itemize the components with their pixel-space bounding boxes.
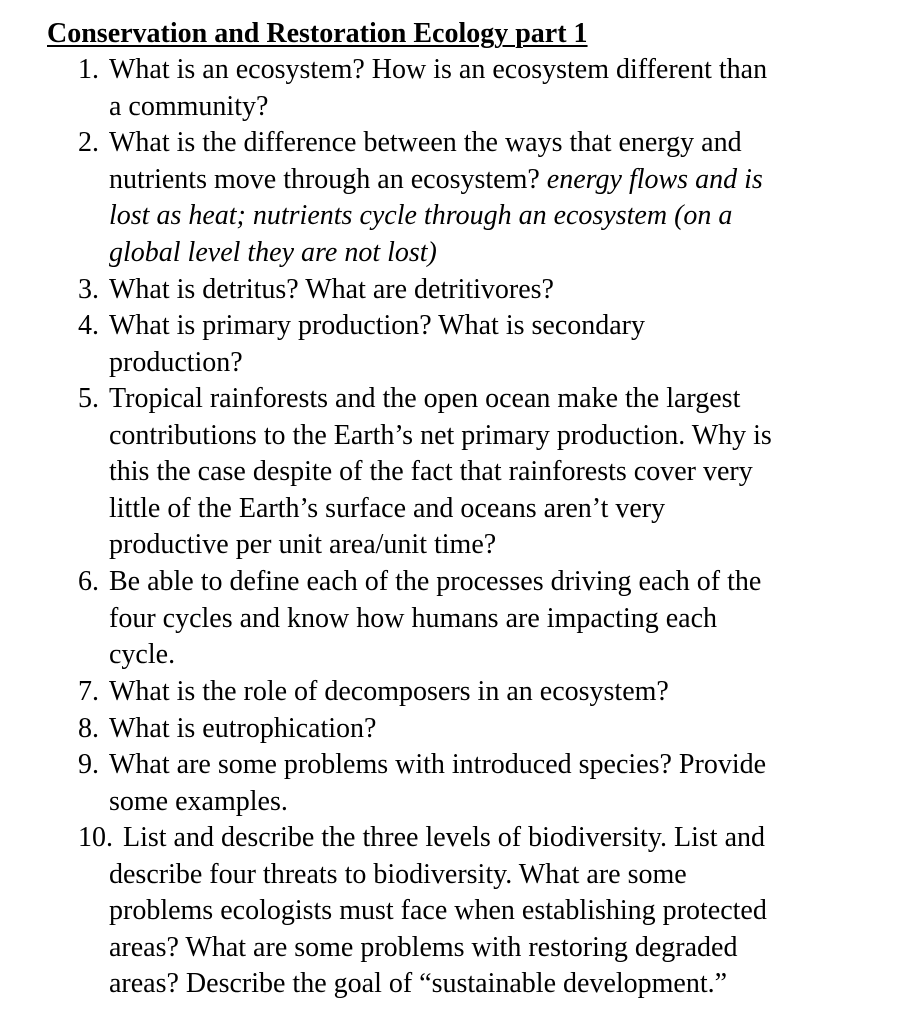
question-text: Tropical rainforests and the open ocean make the largest <box>109 383 741 414</box>
question-text-line <box>109 162 899 199</box>
question-text: productive per unit area/unit time? <box>109 529 497 561</box>
question-text: What is primary production? What is secondary <box>109 310 645 341</box>
question-number: 1. <box>78 54 99 85</box>
question-text: a community? <box>109 90 269 122</box>
question-text: List and describe the three levels of biodiversity. List and <box>123 822 766 853</box>
question-number: 6. <box>78 566 99 597</box>
page-title: Conservation and Restoration Ecology part 1 <box>47 18 588 49</box>
question-number: 7. <box>78 676 99 707</box>
question-text: some examples. <box>109 785 288 817</box>
question-number: 8. <box>78 713 99 744</box>
question-text: little of the Earth’s surface and oceans aren’t very <box>109 492 666 524</box>
question-text: nutrients move through an ecosystem? <box>109 163 547 195</box>
question-text: four cycles and know how humans are impacting each <box>109 602 718 634</box>
question-number: 2. <box>78 127 99 158</box>
question-text: areas? What are some problems with restoring degraded <box>109 931 738 963</box>
question-text: What is detritus? What are detritivores? <box>109 274 554 305</box>
question-text: What is the difference between the ways that energy and <box>109 127 742 158</box>
question-text: What is an ecosystem? How is an ecosystem different than <box>109 54 768 85</box>
question-text: What is eutrophication? <box>109 713 377 744</box>
question-text: this the case despite of the fact that rainforests cover very <box>109 456 753 488</box>
question-text: What are some problems with introduced species? Provide <box>109 749 767 780</box>
question-number: 5. <box>78 383 99 414</box>
question-text: contributions to the Earth’s net primary production. Why is <box>109 419 772 451</box>
question-text: areas? Describe the goal of “sustainable development.” <box>109 968 728 1000</box>
question-number: 10. <box>78 822 113 853</box>
answer-text: lost as heat; nutrients cycle through an ecosystem (on a <box>109 200 733 232</box>
question-text: production? <box>109 346 243 378</box>
question-number: 3. <box>78 274 99 305</box>
question-text: problems ecologists must face when establishing protected <box>109 895 767 927</box>
answer-text: global level they are not lost) <box>109 236 437 268</box>
answer-text: energy flows and is <box>546 163 763 195</box>
question-number: 4. <box>78 310 99 341</box>
question-number: 9. <box>78 749 99 780</box>
question-text: cycle. <box>109 639 176 671</box>
question-text: What is the role of decomposers in an ecosystem? <box>109 676 669 707</box>
question-text: describe four threats to biodiversity. What are some <box>109 858 687 890</box>
question-text: Be able to define each of the processes driving each of the <box>109 566 762 597</box>
